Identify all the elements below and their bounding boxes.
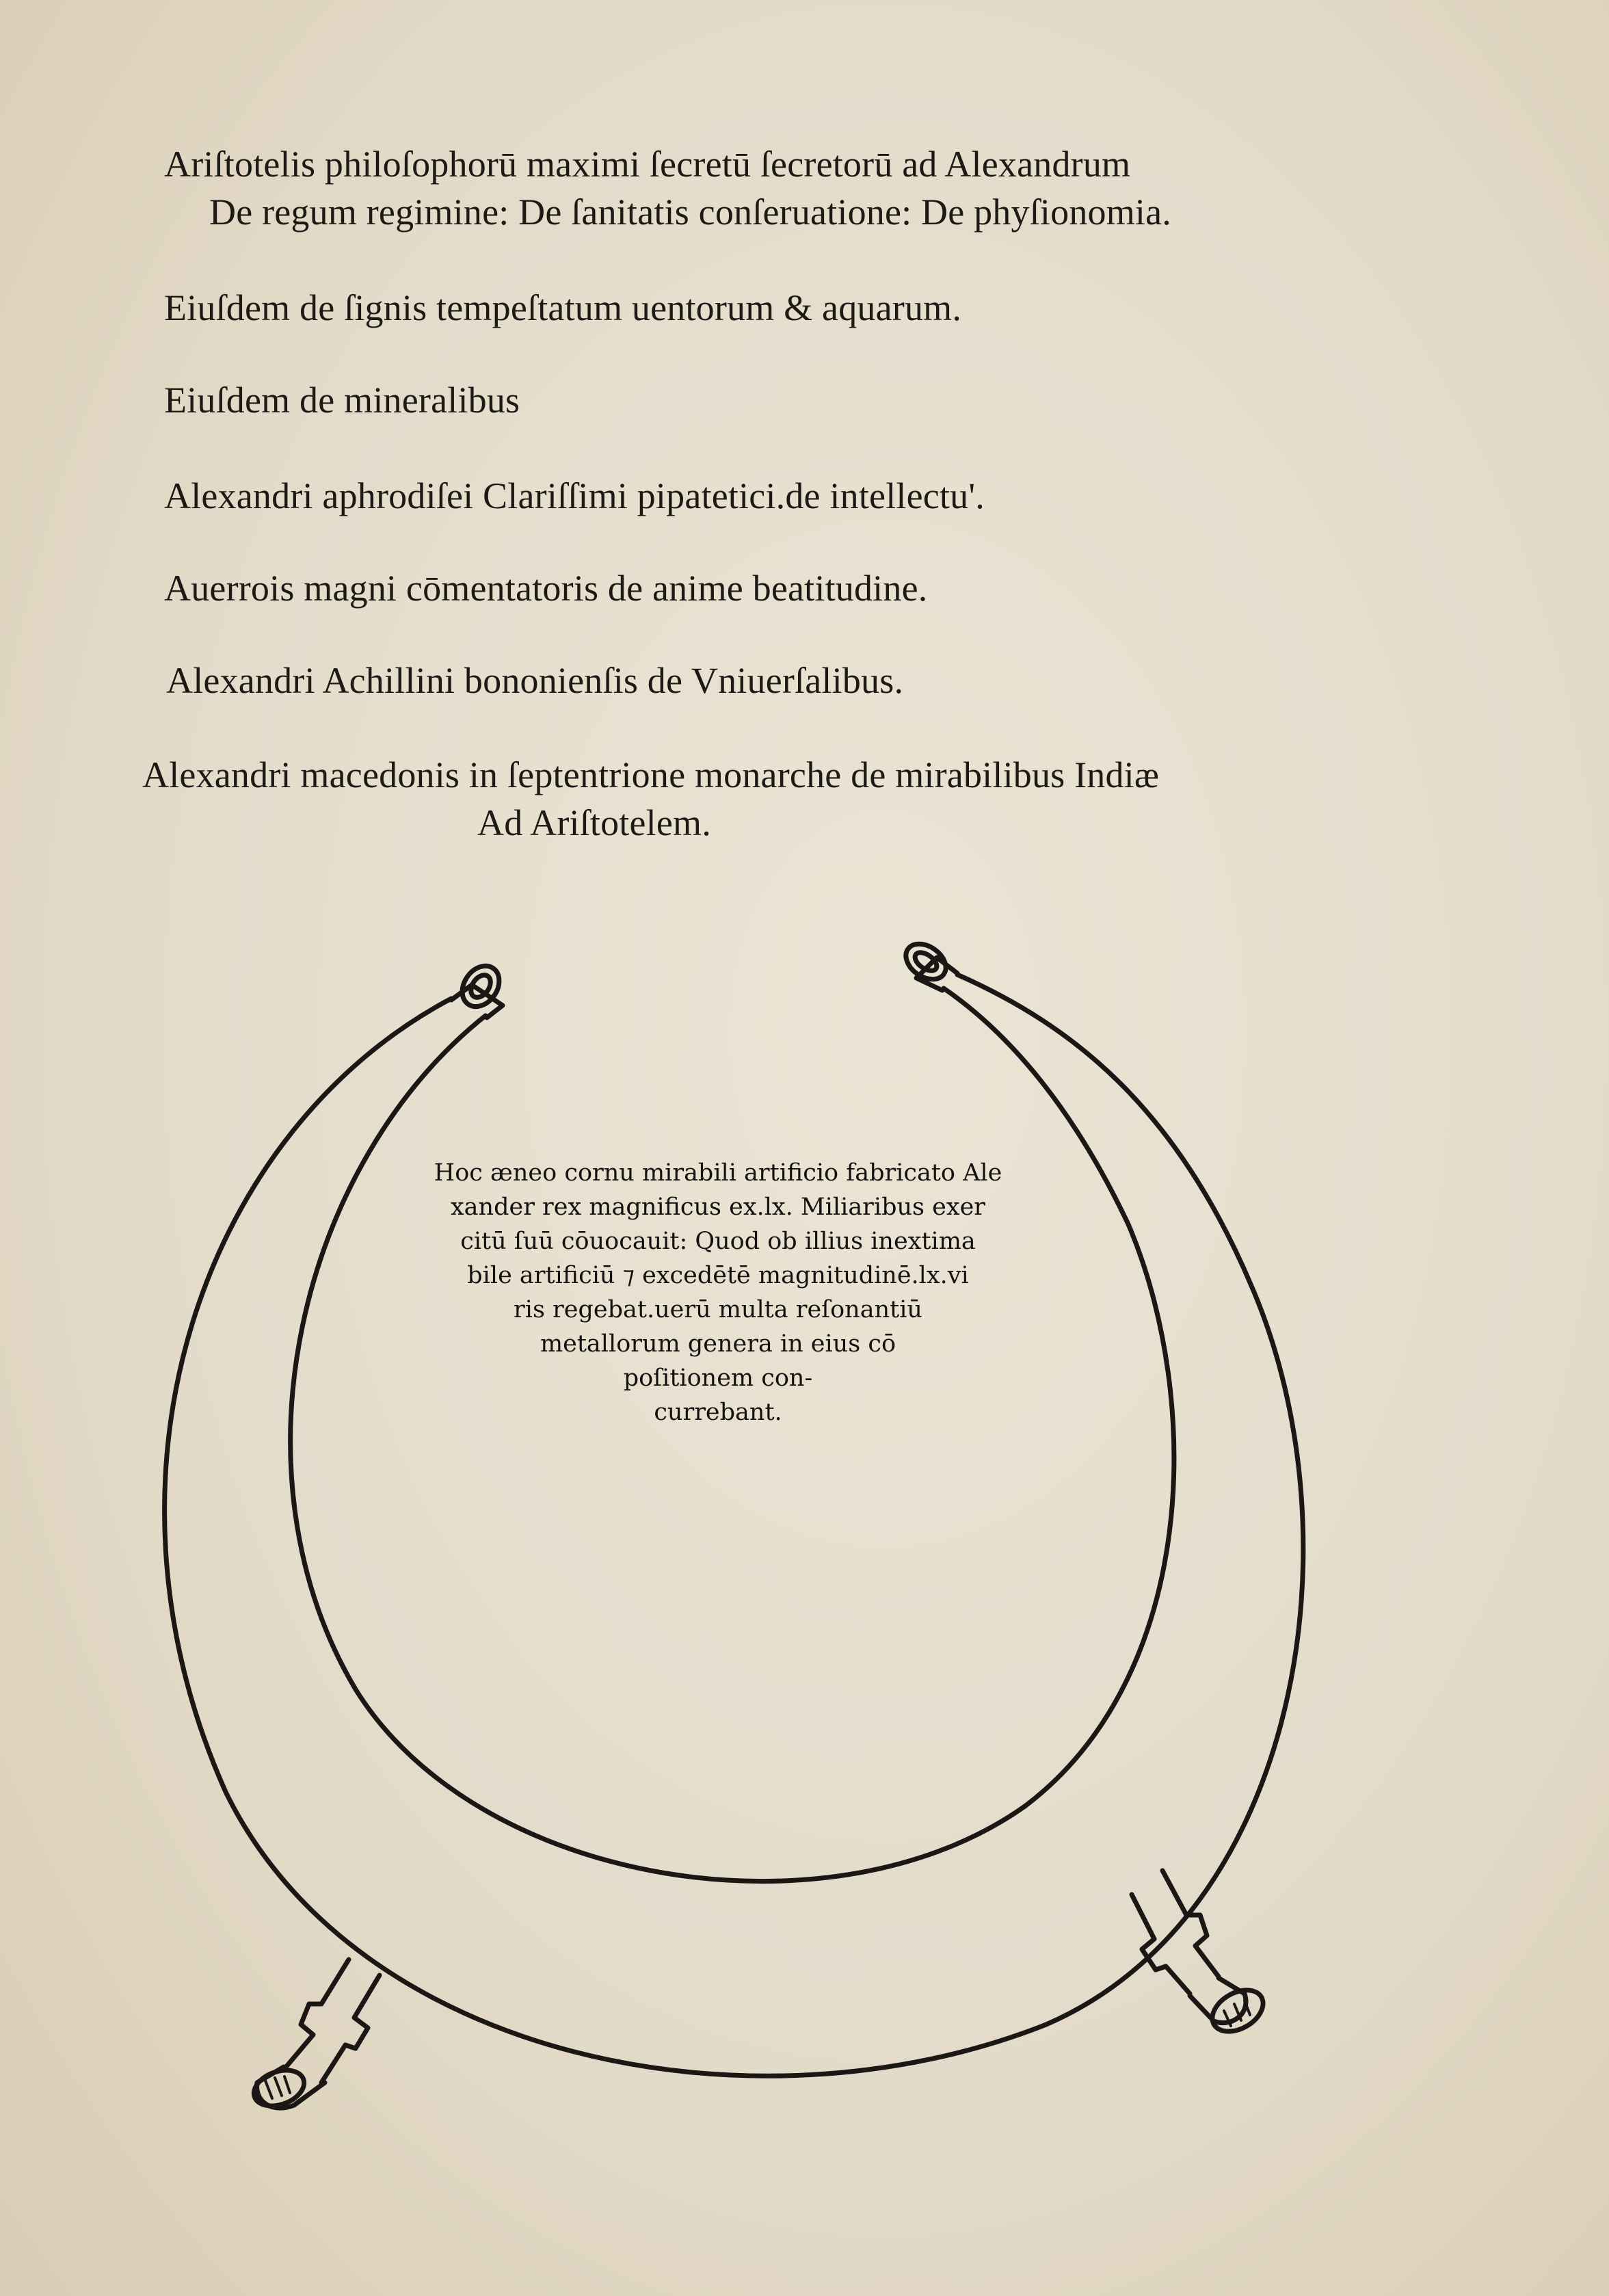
horn-inner-curve bbox=[291, 988, 1174, 1882]
caption-line: Hoc æneo cornu mirabili artificio fabricato Ale bbox=[434, 1159, 1002, 1187]
horn-leg-left bbox=[287, 1959, 380, 2083]
horn-outer-curve bbox=[165, 975, 1303, 2076]
toc-entry-line: Eiuſdem de mineralibus bbox=[164, 380, 520, 421]
toc-entry-line: Ad Ariſtotelem. bbox=[477, 802, 711, 843]
caption-line: poſitionem con- bbox=[623, 1364, 813, 1392]
toc-entry-line: Auerrois magni cōmentatoris de anime beatitudine. bbox=[164, 568, 928, 609]
caption-line: bile artificiū ⁊ excedētē magnitudinē.lx.vi bbox=[467, 1262, 969, 1289]
caption-line: ris regebat.uerū multa reſonantiū bbox=[514, 1296, 922, 1323]
toc-entry-line: Alexandri macedonis in ſeptentrione monarche de mirabilibus Indiæ bbox=[142, 754, 1160, 795]
caption-line: currebant. bbox=[654, 1399, 782, 1426]
toc-entry-line: Alexandri aphrodiſei Clariſſimi pipatetici.de intellectu'. bbox=[164, 475, 985, 516]
caption-line: xander rex magnificus ex.lx. Miliaribus exer bbox=[450, 1193, 986, 1221]
toc-entry-line: Ariſtotelis philoſophorū maximi ſecretū ſecretorū ad Alexandrum bbox=[164, 144, 1131, 185]
toc-entry-line: Eiuſdem de ſignis tempeſtatum uentorum & aquarum. bbox=[164, 287, 962, 328]
toc-entry-line: Alexandri Achillini bononienſis de Vniuerſalibus. bbox=[166, 660, 904, 701]
caption-line: metallorum genera in eius cō bbox=[540, 1330, 896, 1358]
toc-entry-line: De regum regimine: De ſanitatis conſeruatione: De phyſionomia. bbox=[209, 192, 1171, 233]
woodcut-caption bbox=[383, 1156, 1053, 1429]
caption-line: citū ſuū cōuocauit: Quod ob illius inextima bbox=[460, 1228, 976, 1255]
